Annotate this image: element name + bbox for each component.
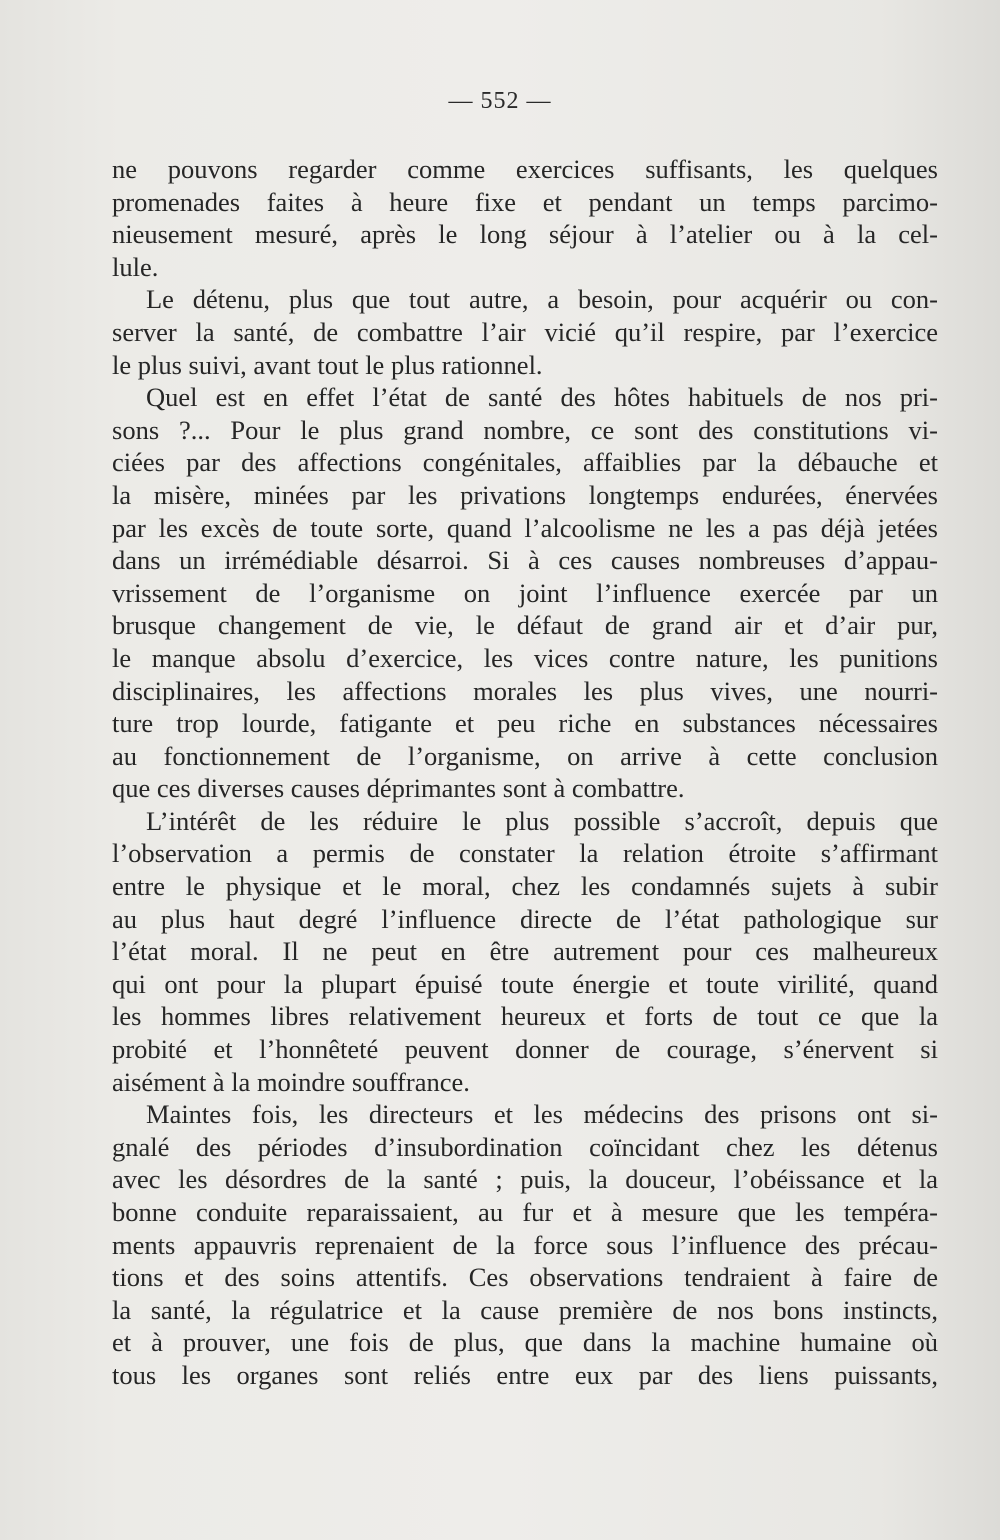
text-line: qui ont pour la plupart épuisé toute énergie et toute virilité, quand: [112, 968, 938, 999]
text-line: ne pouvons regarder comme exercices suffisants, les quelques: [112, 154, 938, 184]
text-line: nieusement mesuré, après le long séjour à l’atelier ou à la cel-: [112, 219, 938, 250]
text-line: gnalé des périodes d’insubordination coïncidant chez les détenus: [112, 1131, 938, 1162]
text-line: sons ?... Pour le plus grand nombre, ce sont des constitutions vi-: [112, 414, 938, 445]
text-line: tous les organes sont reliés entre eux par des liens puissants,: [112, 1359, 938, 1390]
text-line: probité et l’honnêteté peuvent donner de courage, s’énervent si: [112, 1034, 938, 1065]
text-line: L’intérêt de les réduire le plus possible s’accroît, depuis que: [146, 805, 938, 836]
text-line: entre le physique et le moral, chez les condamnés sujets à subir: [112, 871, 938, 902]
text-line: dans un irrémédiable désarroi. Si à ces causes nombreuses d’appau-: [112, 545, 938, 576]
text-line: ture trop lourde, fatigante et peu riche en substances nécessaires: [112, 708, 938, 739]
text-line: tions et des soins attentifs. Ces observations tendraient à faire de: [112, 1262, 938, 1293]
text-line: ciées par des affections congénitales, affaiblies par la débauche et: [112, 447, 938, 478]
text-line: server la santé, de combattre l’air vicié qu’il respire, par l’exercice: [112, 316, 938, 347]
text-line: avec les désordres de la santé ; puis, la douceur, l’obéissance et la: [112, 1164, 938, 1195]
text-line: et à prouver, une fois de plus, que dans la machine humaine où: [112, 1327, 938, 1358]
text-line: par les excès de toute sorte, quand l’alcoolisme ne les a pas déjà jetées: [112, 512, 938, 543]
text-line: promenades faites à heure fixe et pendant un temps parcimo-: [112, 186, 938, 217]
text-line: Maintes fois, les directeurs et les médecins des prisons ont si-: [146, 1099, 938, 1130]
text-line: au fonctionnement de l’organisme, on arrive à cette conclusion: [112, 740, 938, 771]
text-line: le plus suivi, avant tout le plus rationnel.: [112, 349, 543, 380]
body-text: [112, 153, 938, 1392]
text-line: les hommes libres relativement heureux et forts de tout ce que la: [112, 1001, 938, 1032]
text-line: au plus haut degré l’influence directe de l’état pathologique sur: [112, 903, 938, 934]
text-line: la misère, minées par les privations longtemps endurées, énervées: [112, 479, 938, 510]
text-line: Le détenu, plus que tout autre, a besoin, pour acquérir ou con-: [146, 284, 938, 315]
text-line: que ces diverses causes déprimantes sont à combattre.: [112, 773, 685, 804]
text-line: brusque changement de vie, le défaut de grand air et d’air pur,: [112, 610, 938, 641]
text-line: lule.: [112, 251, 159, 282]
text-line: Quel est en effet l’état de santé des hôtes habituels de nos pri-: [146, 382, 938, 413]
text-line: disciplinaires, les affections morales les plus vives, une nourri-: [112, 675, 938, 706]
text-line: aisément à la moindre souffrance.: [112, 1066, 470, 1097]
text-line: ments appauvris reprenaient de la force sous l’influence des précau-: [112, 1229, 938, 1260]
text-line: la santé, la régulatrice et la cause première de nos bons instincts,: [112, 1294, 938, 1325]
text-line: l’état moral. Il ne peut en être autrement pour ces malheureux: [112, 936, 938, 967]
text-line: l’observation a permis de constater la relation étroite s’affirmant: [112, 838, 938, 869]
text-line: vrissement de l’organisme on joint l’influence exercée par un: [112, 577, 938, 608]
page-number: — 552 —: [448, 88, 552, 114]
text-line: le manque absolu d’exercice, les vices contre nature, les punitions: [112, 642, 938, 673]
text-line: bonne conduite reparaissaient, au fur et à mesure que les tempéra-: [112, 1197, 938, 1227]
